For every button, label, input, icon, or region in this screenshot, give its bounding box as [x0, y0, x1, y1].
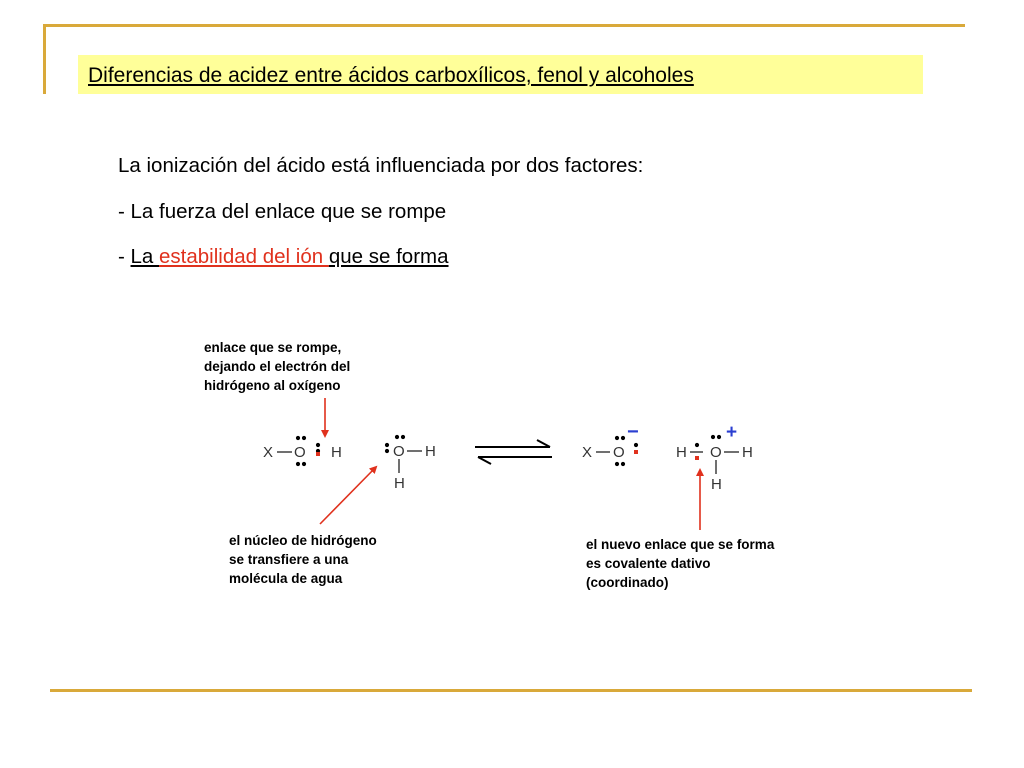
water-atom-h-right: H [425, 443, 436, 460]
slide-title: Diferencias de acidez entre ácidos carboxílicos, fenol y alcoholes [88, 64, 694, 87]
water-molecule [393, 443, 436, 492]
hydronium-atom-h-right: H [742, 444, 753, 461]
hydronium-atom-h-left: H [676, 444, 687, 461]
hydronium-atom-h-bottom: H [711, 476, 722, 493]
base-atom-x: X [582, 444, 593, 461]
base-new-lone-pair-marker [634, 450, 638, 454]
annot-top-line2: dejando el electrón del [204, 359, 351, 374]
acid-molecule [263, 444, 342, 461]
factor-bond-strength: - La fuerza del enlace que se rompe [118, 200, 447, 223]
equilibrium-arrows [475, 440, 552, 464]
factor-dash: - [118, 245, 131, 268]
annot-left-line3: molécula de agua [229, 571, 343, 586]
annotation-arrows [320, 398, 700, 530]
hydronium-atom-o: O [710, 444, 722, 461]
annot-left-line1: el núcleo de hidrógeno [229, 533, 377, 548]
breaking-bond-marker [316, 452, 320, 456]
annot-top-line3: hidrógeno al oxígeno [204, 378, 341, 393]
annot-right-line1: el nuevo enlace que se forma [586, 537, 775, 552]
factor-ion-rest: que se forma [328, 245, 449, 268]
frame-bottom-line [50, 689, 972, 692]
factor-ion-stability-highlight: estabilidad del ión [159, 245, 329, 268]
atom-x: X [263, 444, 274, 461]
annot-top-line1: enlace que se rompe, [204, 340, 342, 355]
annot-left-line2: se transfiere a una [229, 552, 349, 567]
atom-o: O [294, 444, 306, 461]
base-atom-o: O [613, 444, 625, 461]
atom-h: H [331, 444, 342, 461]
conjugate-base [582, 444, 625, 461]
hydronium-ion [676, 444, 753, 493]
frame-left-line [43, 24, 46, 94]
annot-right-line3: (coordinado) [586, 575, 669, 590]
arrow-proton-transfer [320, 467, 376, 524]
frame-top-line [43, 24, 965, 27]
positive-charge: + [726, 422, 738, 443]
water-atom-h-bottom: H [394, 475, 405, 492]
dative-bond-marker [695, 456, 699, 460]
water-atom-o: O [393, 443, 405, 460]
annot-right-line2: es covalente dativo [586, 556, 711, 571]
negative-charge: − [627, 421, 639, 443]
ionization-diagram [200, 330, 840, 600]
factor-la: La [130, 245, 160, 268]
factor-ion-stability [118, 245, 449, 269]
intro-line: La ionización del ácido está influenciada por dos factores: [118, 154, 644, 177]
